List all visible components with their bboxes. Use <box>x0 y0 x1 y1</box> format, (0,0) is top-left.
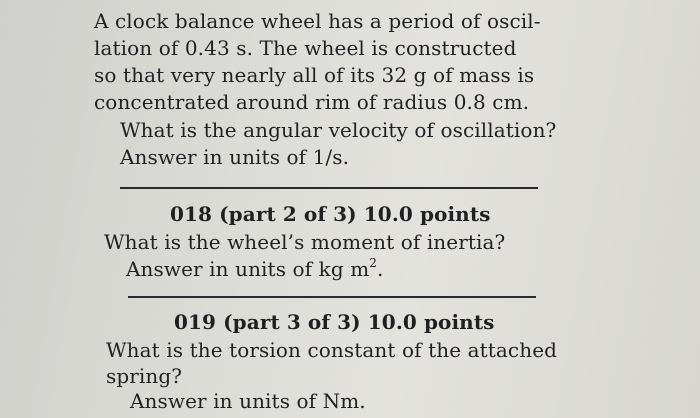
answer-units-018 <box>126 256 383 282</box>
problem-text-line-4: concentrated around rim of radius 0.8 cm. <box>94 90 530 114</box>
answer-units-019: Answer in units of Nm. <box>130 389 366 413</box>
problem-text-line-3: so that very nearly all of its 32 g of mass is <box>94 63 535 87</box>
question-019-header: 019 (part 3 of 3) 10.0 points <box>174 310 495 334</box>
question-019-text-line-1: What is the torsion constant of the attached <box>106 338 558 362</box>
answer-units-018-exponent: 2 <box>369 256 378 270</box>
divider-rule-2 <box>128 296 536 298</box>
problem-text-line-1: A clock balance wheel has a period of oscil- <box>94 9 541 33</box>
problem-text-line-2: lation of 0.43 s. The wheel is constructed <box>94 36 517 60</box>
question-019-text-line-2: spring? <box>106 364 183 388</box>
answer-units-018-period: . <box>377 257 384 281</box>
divider-rule-1 <box>120 187 538 189</box>
answer-units-017: Answer in units of 1/s. <box>120 145 350 169</box>
question-017-text: What is the angular velocity of oscillation? <box>120 118 557 142</box>
answer-units-018-text: Answer in units of kg m <box>126 257 370 281</box>
question-018-text: What is the wheel’s moment of inertia? <box>104 230 506 254</box>
question-018-header: 018 (part 2 of 3) 10.0 points <box>170 202 491 226</box>
